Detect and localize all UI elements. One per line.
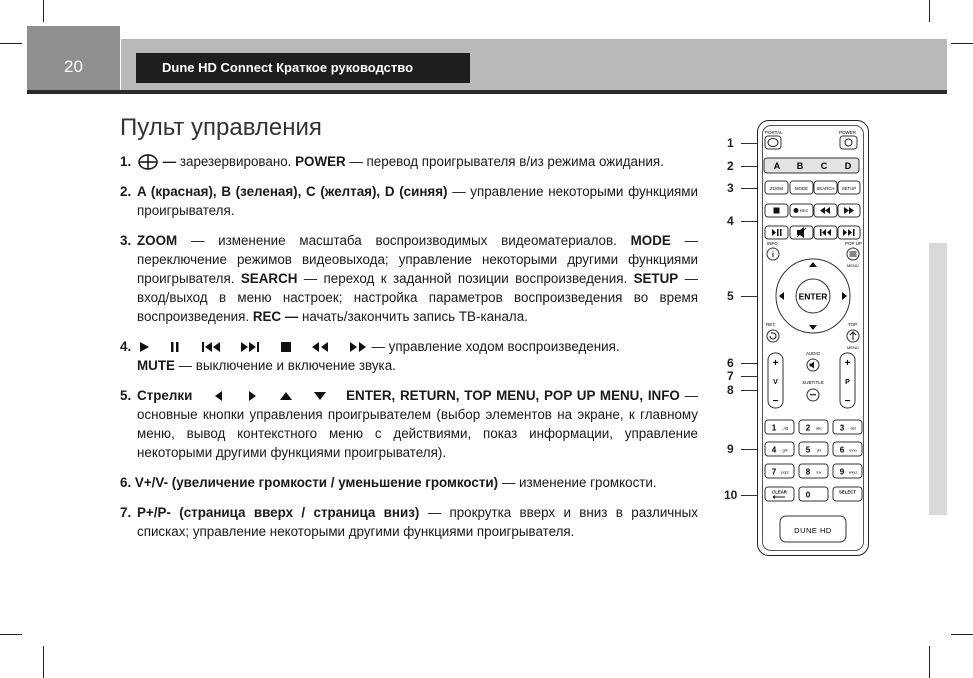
- item-text: A (красная), B (зеленая), C (желтая), D (синяя) — управление некоторыми функциями проигрывателя.: [137, 184, 698, 218]
- button-b[interactable]: B: [796, 161, 804, 171]
- document-title: Dune HD Connect Краткое руководство: [136, 53, 470, 83]
- crop-mark: [43, 646, 44, 678]
- key-2-label: 2: [805, 423, 811, 433]
- page-label: P: [845, 379, 850, 386]
- popup-label: POP UP: [845, 241, 862, 246]
- arrow-right-icon: [245, 390, 259, 402]
- keys-label: ENTER, RETURN, TOP MENU, POP UP MENU, INFO: [346, 388, 680, 403]
- item-number: 4.: [120, 339, 132, 354]
- key-8-letters: tuv: [816, 470, 822, 475]
- crop-mark: [929, 0, 930, 22]
- arrow-down-icon: [313, 390, 327, 402]
- menu-label: MENU: [847, 345, 859, 350]
- section-heading: Пульт управления: [120, 114, 322, 141]
- key-7-letters: pqrs: [781, 470, 789, 475]
- key-2-letters: abc: [815, 426, 823, 431]
- key-2[interactable]: [799, 420, 828, 434]
- volume-down-icon: −: [772, 396, 779, 407]
- callout-1: 1: [727, 136, 734, 150]
- page-number: 20: [64, 57, 83, 76]
- select-label: SELECT: [839, 489, 856, 495]
- pause-icon: [168, 341, 182, 353]
- callout-7: 7: [727, 369, 734, 383]
- power-label: POWER: [839, 130, 857, 135]
- callout-3: 3: [727, 181, 734, 195]
- callout-4: 4: [727, 214, 734, 228]
- key-6-label: 6: [839, 445, 845, 455]
- crop-mark: [951, 43, 973, 44]
- key-3[interactable]: [833, 420, 862, 434]
- rewind-icon: [310, 341, 330, 353]
- list-item-3: [120, 231, 698, 326]
- portal-label: PORTAL: [765, 130, 783, 135]
- callout-6: 6: [727, 356, 734, 370]
- return-button[interactable]: [767, 330, 779, 342]
- fast-forward-icon: [348, 341, 368, 353]
- key-4[interactable]: [765, 442, 794, 456]
- subtitle-icon: •••: [809, 393, 817, 399]
- remote-buttons: [757, 120, 869, 556]
- key-4-letters: ghi: [782, 448, 788, 453]
- callout-2: 2: [727, 159, 734, 173]
- next-icon: [239, 341, 261, 353]
- dune-hd-logo: DUNE HD: [794, 526, 832, 535]
- list-item-7: [120, 503, 698, 541]
- info-icon: i: [772, 252, 774, 259]
- callout-8: 8: [727, 383, 734, 397]
- subtitle-label: SUBTITLE: [802, 380, 824, 385]
- return-label: RET.: [766, 322, 776, 327]
- top-label: TOP: [848, 322, 858, 327]
- crop-mark: [0, 634, 22, 635]
- key-0-label: 0: [805, 490, 811, 500]
- crop-mark: [43, 0, 44, 22]
- rec-label: REC: [800, 208, 809, 213]
- audio-label: AUDIO: [805, 351, 821, 356]
- callout-9: 9: [727, 442, 734, 456]
- page-up-icon: +: [844, 358, 851, 369]
- key-8[interactable]: [799, 464, 828, 478]
- instructions: [120, 152, 698, 552]
- crop-mark: [951, 634, 973, 635]
- arrow-up-icon: [279, 390, 293, 402]
- button-a[interactable]: A: [773, 161, 781, 171]
- item-text: P+/P- (страница вверх / страница вниз) — прокрутка вверх и вниз в различных списках; управление некоторыми другими функциями проигрывателя.: [137, 505, 698, 539]
- item-number: 2.: [120, 184, 132, 199]
- setup-label: SETUP: [841, 186, 857, 191]
- key-1-label: 1: [771, 423, 777, 433]
- key-6[interactable]: [833, 442, 862, 456]
- header-rule: [27, 90, 947, 94]
- stop-icon: [279, 341, 293, 353]
- list-item-1: [120, 152, 698, 171]
- item-number: 3.: [120, 233, 132, 248]
- play-pause-button[interactable]: [765, 226, 788, 239]
- key-7[interactable]: [765, 464, 794, 478]
- item-text: — зарезервировано. POWER — перевод проигрывателя в/из режима ожидания.: [162, 154, 664, 169]
- arrow-left-icon: [212, 390, 226, 402]
- list-item-2: [120, 182, 698, 220]
- key-5-label: 5: [805, 445, 811, 455]
- header-separator: [120, 39, 121, 91]
- menu-label: MENU: [847, 263, 859, 268]
- side-tab: [929, 243, 947, 515]
- key-9[interactable]: [833, 464, 862, 478]
- page-header: [27, 39, 947, 92]
- power-button[interactable]: [840, 136, 857, 149]
- button-c[interactable]: C: [820, 161, 828, 171]
- mode-label: MODE: [795, 186, 808, 191]
- arrows-label: Стрелки: [137, 388, 193, 403]
- item-number: 7.: [120, 505, 132, 520]
- key-5-letters: jkl: [817, 448, 821, 453]
- crop-mark: [0, 43, 22, 44]
- volume-label: V: [773, 379, 778, 386]
- item-text: — основные кнопки управления проигрывателем (выбор элементов на экране, к главному меню, вывод контекстного меню с действиями, показ информации, управление некоторыми другими функциями проигрывателя).: [137, 388, 698, 460]
- page-down-icon: −: [844, 396, 851, 407]
- item-text: V+/V- (увеличение громкости / уменьшение громкости) — изменение громкости.: [134, 475, 657, 490]
- key-9-letters: wxyz: [848, 470, 858, 475]
- callout-10: 10: [724, 488, 738, 502]
- key-3-label: 3: [839, 423, 845, 433]
- list-item-6: [120, 473, 698, 492]
- key-6-letters: mno: [849, 448, 857, 453]
- item-number: 5.: [120, 388, 132, 403]
- numeric-keypad: [765, 420, 862, 478]
- button-d[interactable]: D: [844, 161, 852, 171]
- key-5[interactable]: [799, 442, 828, 456]
- enter-label: ENTER: [798, 291, 828, 302]
- key-3-letters: def: [850, 426, 856, 431]
- rec-icon: [794, 208, 799, 213]
- key-0[interactable]: [799, 487, 828, 501]
- crop-mark: [929, 646, 930, 678]
- key-4-label: 4: [771, 445, 777, 455]
- play-icon: [137, 341, 151, 353]
- callout-5: 5: [727, 289, 734, 303]
- search-label: SEARCH: [816, 186, 835, 191]
- item-text: MUTE — выключение и включение звука.: [137, 358, 396, 373]
- item-number: 1.: [120, 154, 132, 169]
- key-1[interactable]: [765, 420, 794, 434]
- key-8-label: 8: [805, 467, 811, 477]
- clear-label: CLEAR: [772, 489, 787, 495]
- stop-icon: [774, 208, 780, 214]
- item-number: 6.: [120, 475, 132, 490]
- zoom-label: ZOOM: [770, 186, 783, 191]
- key-1-letters: .,/@: [781, 426, 789, 431]
- portal-icon: [137, 154, 159, 170]
- item-text: ZOOM — изменение масштаба воспроизводимых видеоматериалов. MODE — переключение режимов видеовыхода; управление некоторыми другими функциями проигрывателя. SEARCH — переход к заданной позиции воспроизведения. SETUP — вход/выход в меню настроек; настройка параметров воспроизведения во время воспроизведения. REC — начать/закончить запись ТВ-канала.: [137, 233, 698, 324]
- info-label: INFO: [767, 241, 778, 246]
- item-text: — управление ходом воспроизведения.: [371, 339, 620, 354]
- portal-button[interactable]: [765, 136, 781, 149]
- previous-icon: [200, 341, 222, 353]
- key-7-label: 7: [771, 467, 777, 477]
- key-9-label: 9: [839, 467, 845, 477]
- volume-up-icon: +: [772, 358, 779, 369]
- list-item-5: [120, 386, 698, 462]
- list-item-4: [120, 337, 698, 375]
